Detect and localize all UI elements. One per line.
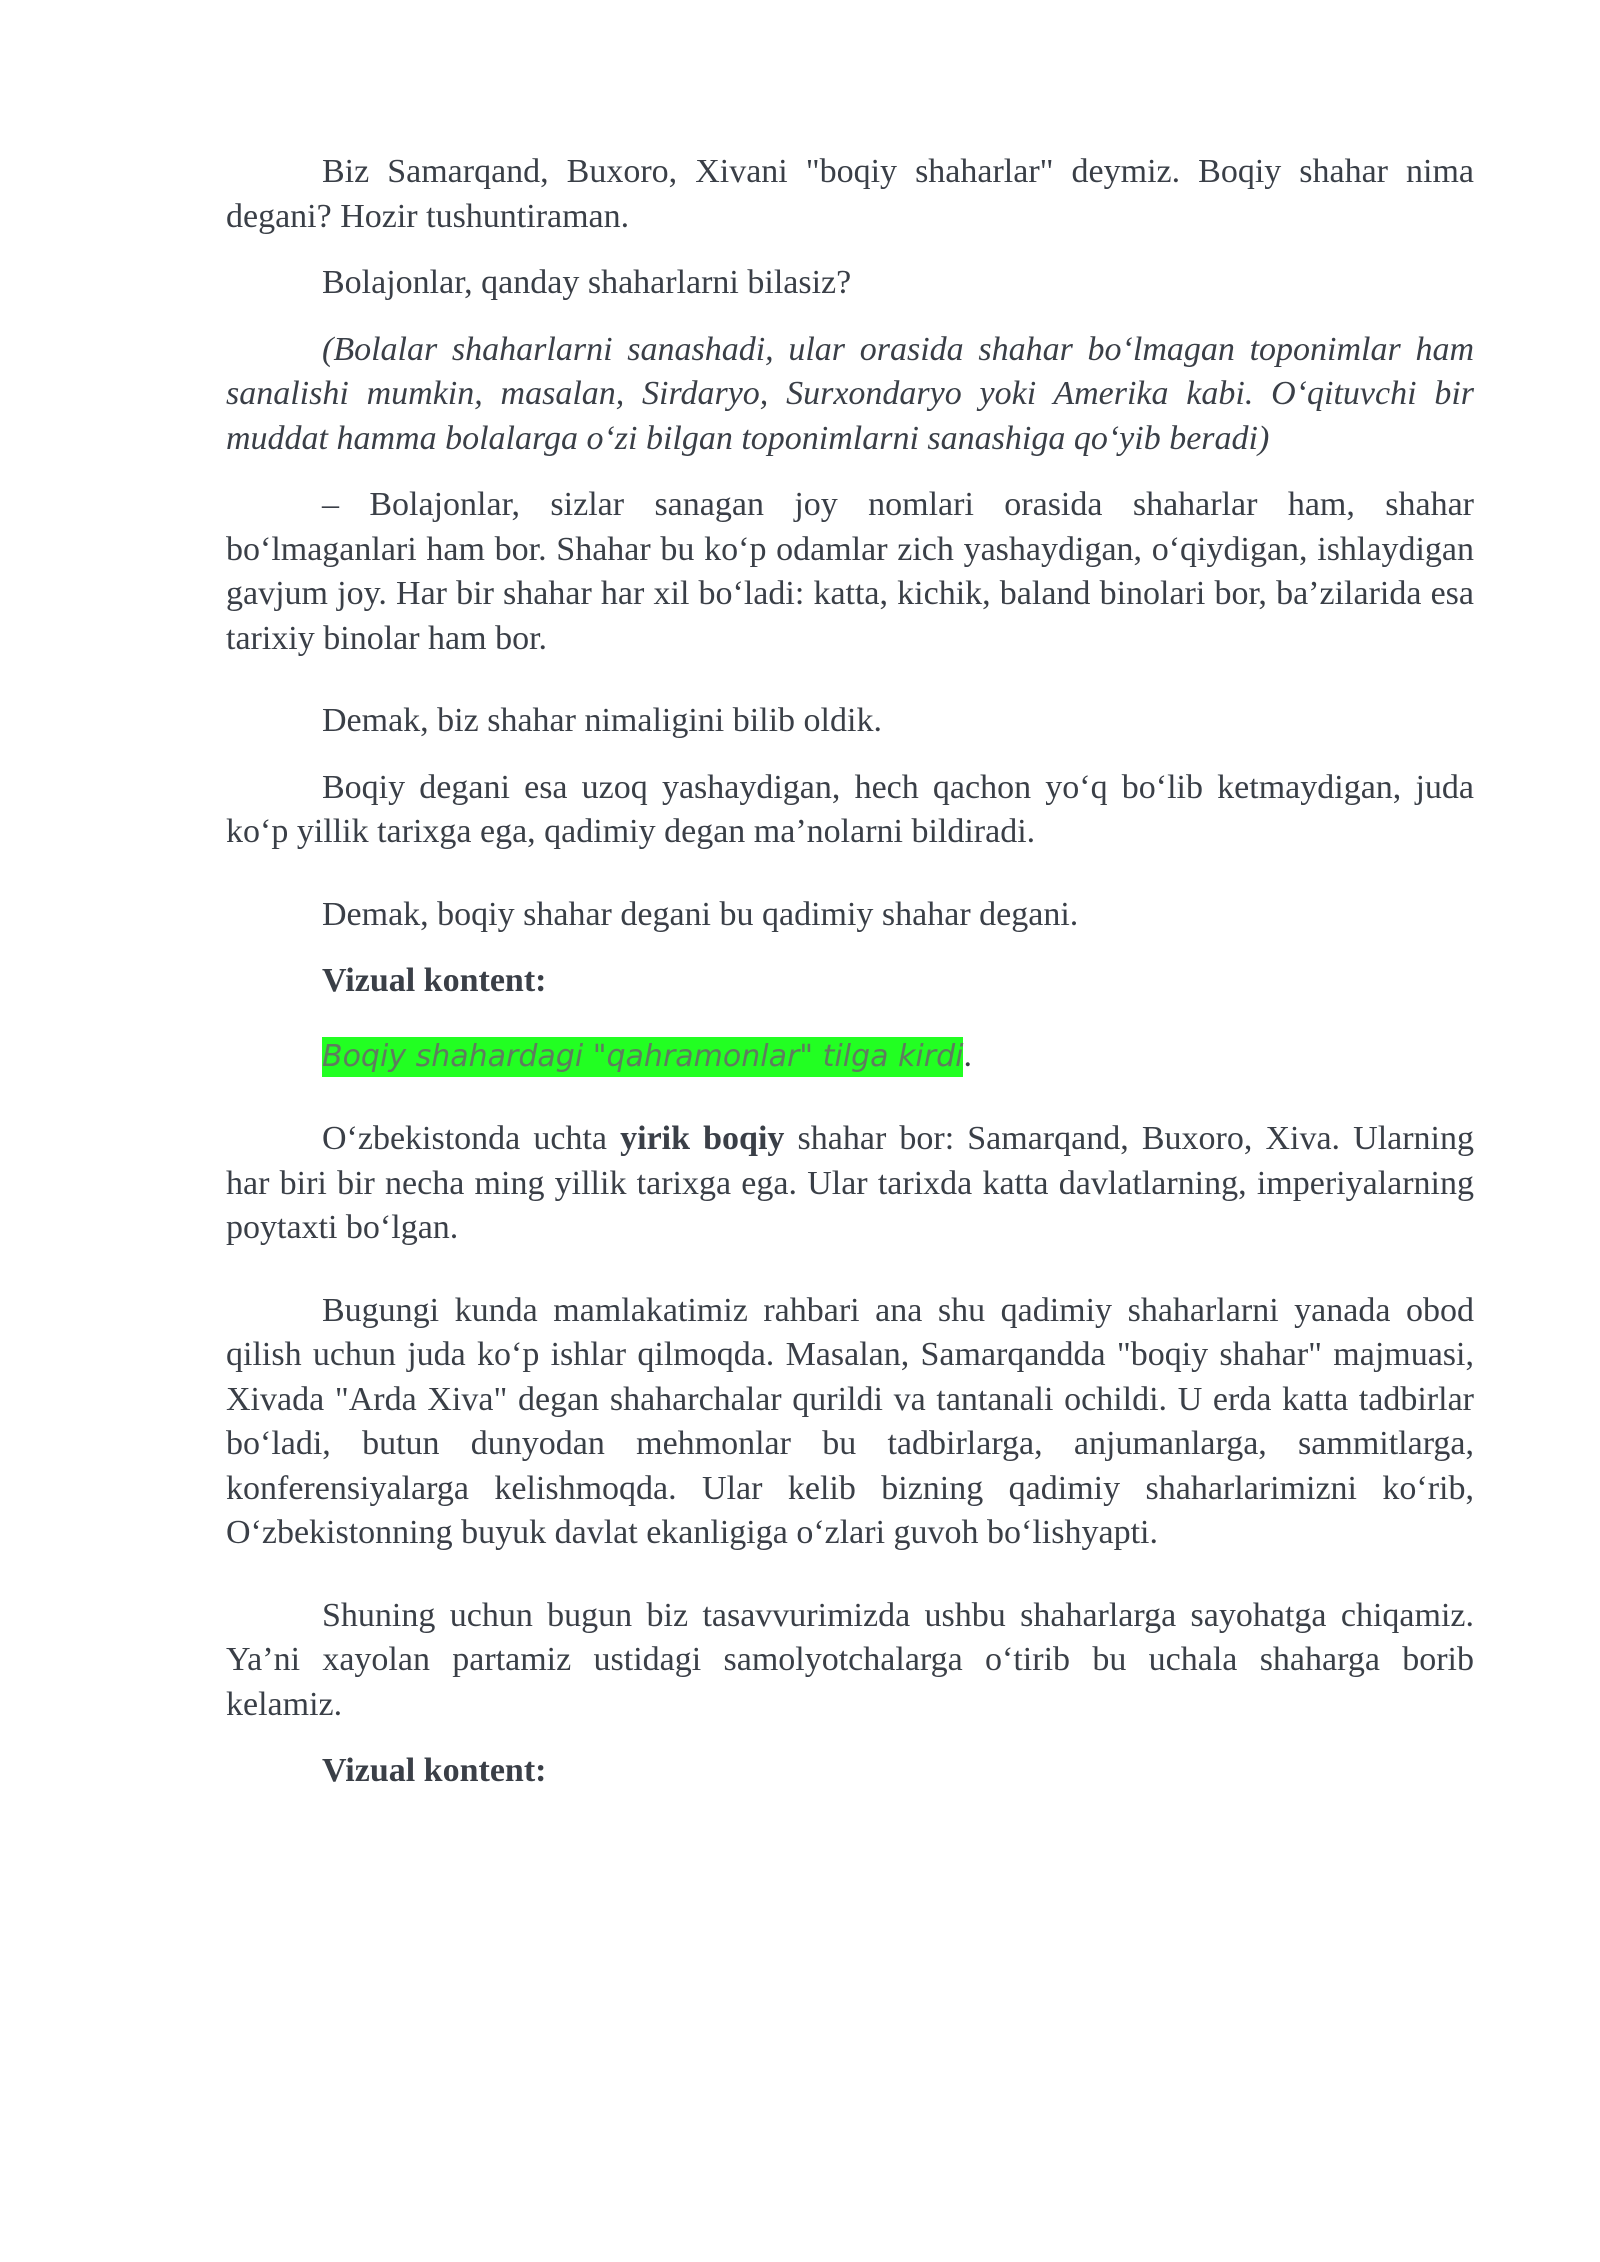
paragraph-three-cities-end: shahar bor: Samarqand, Buxoro, Xiva. Ularning har biri bir necha ming yillik tarixga ega. Ular tarixda katta davlatlarning, imperiyalarning poytaxti bo‘lgan. bbox=[226, 1120, 1475, 1246]
paragraph-trip: Shuning uchun bugun biz tasavvurimizda ushbu shaharlarga sayohatga chiqamiz. Ya’ni xayolan partamiz ustidagi samolyotchalarga o‘tirib bu uchala shaharga borib kelamiz. bbox=[226, 1596, 1474, 1723]
highlighted-title: Boqiy shahardagi "qahramonlar" tilga kirdi bbox=[322, 1037, 963, 1077]
paragraph-boqiy-definition: Boqiy degani esa uzoq yashaydigan, hech qachon yo‘q bo‘lib ketmaydigan, juda ko‘p yillik tarixga ega, qadimiy degan ma’nolarni bildiradi. bbox=[226, 768, 1474, 850]
visual-content-heading-1: Vizual kontent: bbox=[322, 962, 547, 999]
paragraph-teacher-note: (Bolalar shaharlarni sanashadi, ular orasida shahar bo‘lmagan toponimlar ham sanalishi mumkin, masalan, Sirdaryo, Surxondaryo yoki Amerika kabi. O‘qituvchi bir muddat hamma bolalarga o‘zi bilgan toponimlarni sanashiga qo‘yib beradi) bbox=[226, 330, 1474, 457]
paragraph-summary-city: Demak, biz shahar nimaligini bilib oldik. bbox=[322, 702, 882, 739]
paragraph-intro: Biz Samarqand, Buxoro, Xivani "boqiy shaharlar" deymiz. Boqiy shahar nima degani? Hozir tushuntiraman. bbox=[226, 153, 1474, 235]
paragraph-city-definition: – Bolajonlar, sizlar sanagan joy nomlari orasida shaharlar ham, shahar bo‘lmaganlari ham bor. Shahar bu ko‘p odamlar zich yashaydigan, o‘qiydigan, ishlaydigan gavjum joy. Har bir shahar har xil bo‘ladi: katta, kichik, baland binolari bor, ba’zilarida esa tarixiy binolar ham bor. bbox=[226, 486, 1474, 657]
visual-content-heading-2: Vizual kontent: bbox=[322, 1752, 547, 1789]
paragraph-three-cities bbox=[226, 1117, 1474, 1251]
paragraph-question: Bolajonlar, qanday shaharlarni bilasiz? bbox=[322, 264, 852, 301]
paragraph-three-cities-bold: yirik boqiy bbox=[620, 1120, 785, 1157]
highlighted-tail: . bbox=[963, 1036, 972, 1074]
paragraph-summary-boqiy: Demak, boqiy shahar degani bu qadimiy shahar degani. bbox=[322, 895, 1079, 933]
highlighted-line bbox=[226, 1034, 1474, 1080]
document-body bbox=[226, 150, 1474, 1794]
paragraph-three-cities-start: O‘zbekistonda uchta bbox=[322, 1120, 621, 1157]
paragraph-modern-development: Bugungi kunda mamlakatimiz rahbari ana shu qadimiy shaharlarni yanada obod qilish uchun juda ko‘p ishlar qilmoqda. Masalan, Samarqandda "boqiy shahar" majmuasi, Xivada "Arda Xiva" degan shaharchalar qurildi va tantanali ochildi. U erda katta tadbirlar bo‘ladi, butun dunyodan mehmonlar bu tadbirlarga, anjumanlarga, sammitlarga, konferensiyalarga kelishmoqda. Ular kelib bizning qadimiy shaharlarimizni ko‘rib, O‘zbekistonning buyuk davlat ekanligiga o‘zlari guvoh bo‘lishyapti. bbox=[226, 1291, 1474, 1551]
